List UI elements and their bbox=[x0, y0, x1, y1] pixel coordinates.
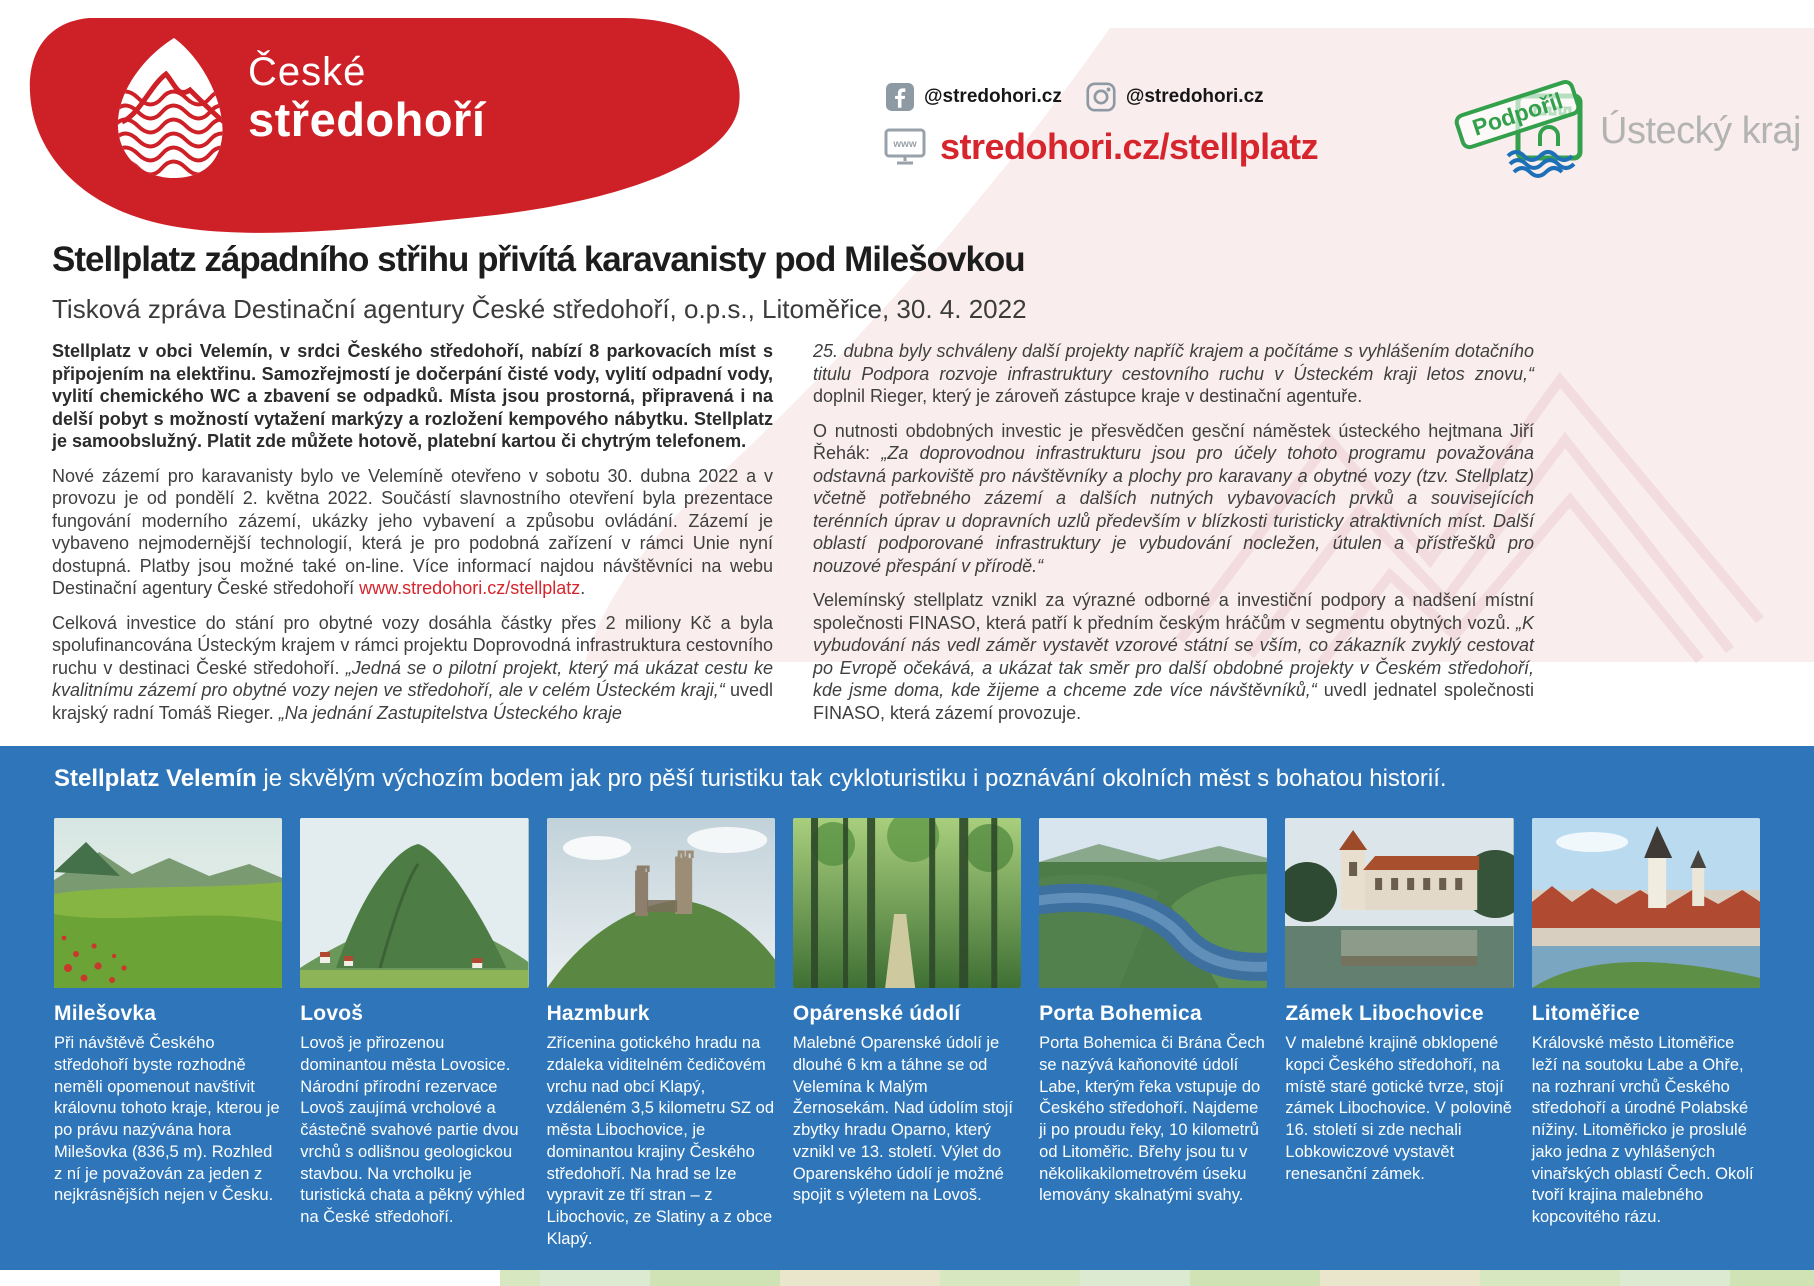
website-monitor-icon bbox=[884, 128, 926, 166]
card-text: Porta Bohemica či Brána Čech se nazývá kaňonovité údolí Labe, kterým řeka vstupuje do Českého středohoří. Najdeme ji po proudu řeky, 10 kilometrů od Litoměřic. Břehy jsou tu v několikakilometrovém úseku lemovány skalnatými svahy. bbox=[1039, 1034, 1265, 1205]
website-row bbox=[884, 126, 1318, 168]
card-title: Lovoš bbox=[300, 1002, 364, 1025]
body-column-left bbox=[52, 340, 773, 736]
highlight-band bbox=[0, 746, 1814, 1270]
card-title: Porta Bohemica bbox=[1039, 1002, 1202, 1025]
paragraph bbox=[813, 420, 1534, 578]
map-strip bbox=[0, 1270, 1814, 1286]
card-title: Zámek Libochovice bbox=[1285, 1002, 1484, 1025]
paragraph bbox=[52, 465, 773, 600]
inline-link[interactable]: www.stredohori.cz/stellplatz bbox=[359, 578, 581, 598]
page-title: Stellplatz západního střihu přivítá karavanisty pod Milešovkou bbox=[52, 240, 1025, 279]
logo-line2: středohoří bbox=[248, 93, 486, 146]
card-title: Hazmburk bbox=[546, 1002, 650, 1025]
band-intro bbox=[54, 764, 1760, 794]
press-release-body bbox=[52, 340, 1534, 736]
logo-line1: České bbox=[248, 50, 367, 94]
hazmburk-photo bbox=[547, 818, 775, 988]
paragraph bbox=[813, 589, 1534, 724]
text-run: O nutnosti obdobných investic je přesvědčen gesční náměstek ústeckého hejtmana Jiří Řehák: bbox=[813, 420, 1534, 463]
text-run: uvedl jednatel společnosti FINASO, která zázemí provozuje. bbox=[813, 680, 1535, 723]
oparenske-udoli-photo bbox=[793, 818, 1021, 988]
text-run: Celková investice do stání pro obytné vozy dosáhla částky přes 2 miliony Kč a byla spolufinancována Ústeckým krajem v rámci projektu Doprovodná infrastruktura cestovního ruchu v destinaci České středohoří. bbox=[52, 612, 773, 678]
card-text: Malebné Oparenské údolí je dlouhé 6 km a táhne se od Velemína k Malým Žernosekám. Nad údolím stojí zbytky hradu Oparno, který vznikl ve 13. století. Výlet do Oparenského údolí je možné spojit s výletem na Lovoš. bbox=[792, 1034, 1013, 1205]
paragraph bbox=[52, 612, 773, 725]
band-intro-bold: Stellplatz Velemín bbox=[54, 765, 257, 792]
card-lovos bbox=[300, 818, 528, 1251]
text-run: „Za doprovodnou infrastrukturu jsou pro účely tohoto programu považována odstavná parkoviště pro návštěvníky a plochy pro karavany a obytné vozy (tzv. Stellplatz) včetně potřebného zázemí a dalších nutných vybavovacích prvků a souvisejících terénních úprav u dopravních uzlů především v blízkosti turisticky atraktivních míst. Další oblastí podporované infrastruktury je vybudování nocležen, útulen a přístřešků pro nouzové přespání v přírodě.“ bbox=[813, 443, 1534, 576]
card-title: Litoměřice bbox=[1531, 1002, 1640, 1025]
card-text: Královské město Litoměřice leží na soutoku Labe a Ohře, na rozhraní vrchů Českého středohoří a úrodné Polabské nížiny. Litoměřicko je proslulé jako jedna z vyhlášených vinařských oblastí Čech. Okolí tvoří krajina malebného kopcovitého rázu. bbox=[1531, 1034, 1754, 1227]
band-intro-text: je skvělým výchozím bodem jak pro pěší turistiku tak cykloturistiku i poznávání okolních měst s bohatou historií. bbox=[256, 765, 1447, 792]
card-milesovka bbox=[54, 818, 282, 1251]
facebook-handle[interactable]: @stredohori.cz bbox=[924, 86, 1062, 107]
text-run: „Jedná se o pilotní projekt, který má ukázat cestu ke kvalitnímu zázemí pro obytné vozy nejen ve středohoří, ale v celém Ústeckém kraji,“ bbox=[52, 657, 773, 700]
card-litomerice bbox=[1532, 818, 1760, 1251]
card-text: Lovoš je přirozenou dominantou města Lovosice. Národní přírodní rezervace Lovoš zaujímá vrcholové a částečně svahové partie dvou vrchů s odlišnou geologickou stavbou. Na vrcholku je turistická chata a pěkný výhled na České středohoří. bbox=[300, 1034, 525, 1227]
porta-bohemica-photo bbox=[1039, 818, 1267, 988]
text-run: 25. dubna byly schváleny další projekty napříč krajem a počítáme s vyhlášením dotačního titulu Podpora rozvoje infrastruktury cestovního ruchu v Ústeckém kraji letos znovu,“ bbox=[813, 341, 1534, 384]
www-label: www bbox=[893, 139, 917, 150]
podporil-stamp: Podpořil bbox=[1452, 78, 1583, 152]
social-links bbox=[886, 82, 1264, 112]
card-oparenske-udoli bbox=[793, 818, 1021, 1251]
facebook-icon bbox=[886, 83, 914, 111]
destination-cards bbox=[54, 818, 1760, 1251]
body-column-right bbox=[813, 340, 1534, 736]
text-run: . bbox=[580, 578, 586, 598]
instagram-icon bbox=[1086, 82, 1116, 112]
ustecky-kraj-label: Ústecký kraj bbox=[1600, 110, 1801, 152]
ceske-stredohori-logo-icon bbox=[112, 36, 232, 181]
card-text: Zřícenina gotického hradu na zdaleka viditelném čedičovém vrchu nad obcí Klapý, vzdáleném 3,5 kilometru SZ od města Libochovice, je dominantou krajiny Českého středohoří. Na hrad se lze vypravit ze tří stran – z Libochovic, ze Slatiny a z obce Klapý. bbox=[546, 1034, 775, 1248]
text-run: „Na jednání Zastupitelstva Ústeckého kraje bbox=[278, 702, 622, 723]
text-run: doplnil Rieger, který je zároveň zástupce kraje v destinační agentuře. bbox=[813, 386, 1363, 406]
card-title: Milešovka bbox=[54, 1002, 157, 1025]
page-subtitle: Tisková zpráva Destinační agentury České středohoří, o.p.s., Litoměřice, 30. 4. 2022 bbox=[52, 294, 1027, 324]
website-link[interactable]: stredohori.cz/stellplatz bbox=[940, 126, 1319, 167]
zamek-libochovice-photo bbox=[1285, 818, 1513, 988]
lovos-photo bbox=[300, 818, 528, 988]
card-porta-bohemica bbox=[1039, 818, 1267, 1251]
paragraph-lead bbox=[52, 340, 773, 453]
litomerice-photo bbox=[1532, 818, 1760, 988]
card-text: Při návštěvě Českého středohoří byste rozhodně neměli opomenout navštívit královnu tohoto kraje, kterou je po právu nazývána hora Milešovka (836,5 m). Rozhled z ní je považován za jeden z nejkrásnějších nejen v Česku. bbox=[54, 1034, 280, 1205]
paragraph bbox=[813, 340, 1534, 408]
card-zamek-libochovice bbox=[1285, 818, 1513, 1251]
card-title: Opárenské údolí bbox=[792, 1002, 961, 1025]
text-run: uvedl krajský radní Tomáš Rieger. bbox=[52, 680, 773, 723]
ceske-stredohori-logo bbox=[248, 50, 486, 146]
card-hazmburk bbox=[547, 818, 775, 1251]
text-run: „K vybudování nás vedl záměr vystavět vzorové státní se vším, co zákazník zvyklý cestovat po Evropě očekává, a ukázat tak směr pro další obdobné projekty v Českém středohoří, kde jsme doma, kde žijeme a chceme zde více návštěvníků,“ bbox=[813, 612, 1534, 700]
text-run: Stellplatz v obci Velemín, v srdci Českého středohoří, nabízí 8 parkovacích míst s připojením na elektřinu. Samozřejmostí je dočerpání čisté vody, vylití odpadní vody, vylití chemického WC a zbavení se odpadků. Místa jsou prostorná, připravená i na delší pobyt s možností vytažení markýzy a rozložení kempového nábytku. Stellplatz je samoobslužný. Platit zde můžete hotově, platební kartou či chytrým telefonem. bbox=[52, 341, 773, 451]
text-run: Velemínský stellplatz vznikl za výrazné odborné a investiční podpory a nadšení místní společnosti FINASO, která patří k předním českým hráčům v segmentu obytných vozů. bbox=[813, 590, 1534, 633]
milesovka-photo bbox=[54, 818, 282, 988]
card-text: V malebné krajině obklopené kopci Českého středohoří, na místě staré gotické tvrze, stojí zámek Libochovice. V polovině 16. století si zde nechali Lobkowiczové vystavět renesanční zámek. bbox=[1285, 1034, 1512, 1183]
instagram-handle[interactable]: @stredohori.cz bbox=[1125, 86, 1264, 107]
text-run: Nové zázemí pro karavanisty bylo ve Velemíně otevřeno v sobotu 30. dubna 2022 a v provozu je od pondělí 2. května 2022. Součástí slavnostního otevření byla prezentace fungování moderního zázemí, ukázky jeho vybavení a způsobu ovládání. Zázemí je vybaveno nejmodernější technologií, která je pro podobná zařízení v rámci Unie nyní dostupná. Platby jsou možné také on-line. Více informací najdou návštěvníci na webu Destinační agentury České středohoří bbox=[52, 465, 773, 598]
